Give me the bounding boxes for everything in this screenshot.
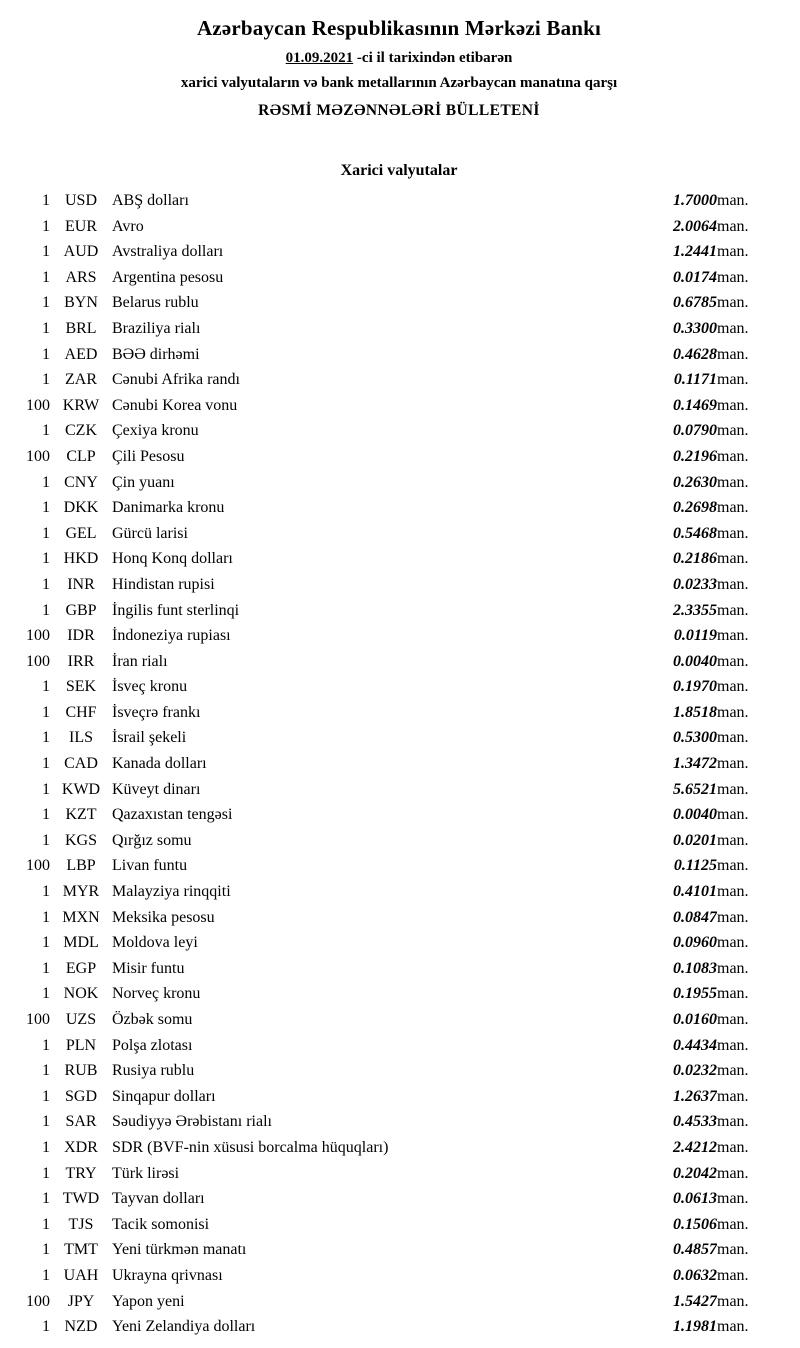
currency-name-cell: SDR (BVF-nin xüsusi borcalma hüquqları) (112, 1138, 389, 1156)
currency-code-cell: TRY (65, 1164, 97, 1182)
rate-unit-cell: man. (717, 1036, 749, 1054)
quantity-cell: 1 (42, 806, 50, 824)
currency-code-cell: BRL (65, 319, 97, 337)
currency-name-cell: Cənubi Afrika randı (112, 371, 240, 389)
rate-unit-cell: man. (717, 627, 749, 645)
currency-code-cell: ZAR (65, 371, 97, 389)
currency-code-cell: AED (64, 345, 98, 363)
quantity-cell: 1 (42, 985, 50, 1003)
currency-code-cell: RUB (64, 1062, 98, 1080)
currency-code-cell: IRR (67, 652, 95, 670)
rate-unit-cell: man. (717, 1164, 749, 1182)
quantity-cell: 1 (42, 1062, 50, 1080)
currency-name-cell: Braziliya rialı (112, 319, 201, 337)
rate-value-cell: 0.1125 (673, 857, 717, 875)
rate-unit-cell: man. (717, 601, 749, 619)
rate-value-cell: 0.5468 (673, 524, 717, 542)
currency-row (24, 1263, 774, 1289)
quantity-cell: 100 (26, 396, 50, 414)
quantity-cell: 1 (42, 908, 50, 926)
currency-row (24, 1212, 774, 1238)
quantity-cell: 1 (42, 1138, 50, 1156)
quantity-cell: 1 (42, 1241, 50, 1259)
quantity-cell: 1 (42, 959, 50, 977)
rate-unit-cell: man. (717, 499, 749, 517)
rate-unit-cell: man. (717, 857, 749, 875)
rate-unit-cell: man. (717, 729, 749, 747)
currency-row (24, 802, 774, 828)
rate-unit-cell: man. (717, 1190, 749, 1208)
quantity-cell: 1 (42, 1266, 50, 1284)
currency-row (24, 751, 774, 777)
rate-unit-cell: man. (717, 703, 749, 721)
currency-row (24, 1186, 774, 1212)
quantity-cell: 1 (42, 524, 50, 542)
currency-row (24, 316, 774, 342)
rate-value-cell: 2.4212 (673, 1138, 717, 1156)
currency-row (24, 879, 774, 905)
currency-name-cell: Rusiya rublu (112, 1062, 195, 1080)
rate-unit-cell: man. (717, 831, 749, 849)
rate-value-cell: 0.0847 (673, 908, 717, 926)
quantity-cell: 1 (42, 1318, 50, 1336)
rate-unit-cell: man. (717, 1292, 749, 1310)
bulletin-title: RƏSMİ MƏZƏNNƏLƏRİ BÜLLETENİ (258, 102, 540, 119)
currency-row (24, 1033, 774, 1059)
rate-value-cell: 1.3472 (673, 755, 717, 773)
rate-unit-cell: man. (717, 755, 749, 773)
quantity-cell: 1 (42, 831, 50, 849)
currency-row (24, 1289, 774, 1315)
quantity-cell: 1 (42, 422, 50, 440)
currency-name-cell: İndoneziya rupiası (112, 627, 231, 645)
quantity-cell: 1 (42, 883, 50, 901)
currency-code-cell: CHF (65, 703, 97, 721)
rate-value-cell: 1.5427 (673, 1292, 717, 1310)
currency-name-cell: BƏƏ dirhəmi (112, 345, 200, 363)
rate-value-cell: 0.0632 (673, 1266, 717, 1284)
currency-code-cell: TMT (64, 1241, 98, 1259)
rate-unit-cell: man. (717, 575, 749, 593)
currency-name-cell: Moldova leyi (112, 934, 198, 952)
rate-unit-cell: man. (717, 1113, 749, 1131)
currency-code-cell: CZK (65, 422, 97, 440)
rate-value-cell: 0.0960 (673, 934, 717, 952)
quantity-cell: 100 (26, 447, 50, 465)
rate-unit-cell: man. (717, 268, 749, 286)
quantity-cell: 1 (42, 319, 50, 337)
currency-name-cell: Polşa zlotası (112, 1036, 193, 1054)
currency-code-cell: IDR (67, 627, 95, 645)
currency-name-cell: Kanada dolları (112, 755, 207, 773)
currency-code-cell: TJS (68, 1215, 94, 1233)
currency-code-cell: CNY (64, 473, 98, 491)
rate-unit-cell: man. (717, 678, 749, 696)
rate-unit-cell: man. (717, 473, 749, 491)
currency-code-cell: AUD (63, 243, 99, 261)
quantity-cell: 1 (42, 575, 50, 593)
effective-date: 01.09.2021 (285, 50, 354, 66)
quantity-cell: 1 (42, 755, 50, 773)
currency-code-cell: KRW (62, 396, 100, 414)
quantity-cell: 1 (42, 1190, 50, 1208)
rate-value-cell: 0.5300 (673, 729, 717, 747)
rate-value-cell: 0.0790 (673, 422, 717, 440)
currency-code-cell: GBP (65, 601, 97, 619)
rate-value-cell: 0.1083 (673, 959, 717, 977)
quantity-cell: 1 (42, 217, 50, 235)
currency-name-cell: Qırğız somu (112, 831, 192, 849)
currency-name-cell: İsrail şekeli (112, 729, 187, 747)
currency-code-cell: ARS (65, 268, 97, 286)
rate-unit-cell: man. (717, 806, 749, 824)
currency-code-cell: UZS (65, 1011, 97, 1028)
rate-unit-cell: man. (717, 1241, 749, 1259)
currency-code-cell: LBP (66, 857, 96, 875)
rate-value-cell: 0.1171 (673, 371, 717, 389)
currency-code-cell: NZD (64, 1318, 98, 1336)
rate-value-cell: 1.2441 (673, 243, 717, 261)
rate-value-cell: 0.0119 (673, 627, 717, 645)
rate-unit-cell: man. (717, 985, 749, 1003)
currency-code-cell: PLN (65, 1036, 97, 1054)
currency-name-cell: Honq Konq dolları (112, 550, 233, 568)
currency-row (24, 981, 774, 1007)
rate-value-cell: 5.6521 (673, 780, 717, 798)
currency-code-cell: KZT (65, 806, 97, 824)
currency-name-cell: Danimarka kronu (112, 499, 225, 517)
rate-unit-cell: man. (717, 217, 749, 235)
rate-value-cell: 0.0613 (673, 1190, 717, 1208)
currency-name-cell: Argentina pesosu (112, 268, 224, 286)
currency-rates-table-body (24, 188, 774, 1340)
currency-name-cell: Tayvan dolları (112, 1190, 205, 1208)
currency-name-cell: Çili Pesosu (112, 447, 185, 465)
quantity-cell: 1 (42, 703, 50, 721)
currency-name-cell: Belarus rublu (112, 294, 199, 312)
currency-code-cell: XDR (64, 1138, 98, 1156)
currency-name-cell: Meksika pesosu (112, 908, 215, 926)
quantity-cell: 1 (42, 499, 50, 517)
currency-name-cell: Malayziya rinqqiti (112, 883, 231, 901)
rate-value-cell: 1.2637 (673, 1087, 717, 1105)
currency-rates-table (24, 188, 774, 1340)
rate-unit-cell: man. (717, 371, 749, 389)
rate-value-cell: 0.0232 (673, 1062, 717, 1080)
currency-row (24, 214, 774, 240)
currency-code-cell: SEK (65, 678, 97, 696)
quantity-cell: 100 (26, 627, 50, 645)
currency-name-cell: Küveyt dinarı (112, 780, 201, 798)
currency-name-cell: Avro (112, 217, 144, 235)
rate-value-cell: 1.8518 (673, 703, 717, 721)
currency-code-cell: BYN (64, 294, 98, 312)
currency-row (24, 623, 774, 649)
currency-code-cell: EGP (65, 959, 97, 977)
currency-row (24, 265, 774, 291)
effective-date-suffix: -ci il tarixindən etibarən (353, 50, 513, 66)
rate-value-cell: 0.4101 (673, 883, 717, 901)
rate-unit-cell: man. (717, 524, 749, 542)
currency-name-cell: İsveçrə frankı (112, 703, 201, 721)
quantity-cell: 1 (42, 1036, 50, 1054)
rate-value-cell: 0.1506 (673, 1215, 717, 1233)
currency-row (24, 905, 774, 931)
subject-line: xarici valyutaların və bank metallarının Azərbaycan manatına qarşı (180, 75, 618, 91)
rate-unit-cell: man. (717, 1011, 749, 1028)
rate-unit-cell: man. (717, 243, 749, 261)
currency-code-cell: DKK (63, 499, 99, 517)
rate-value-cell: 0.4857 (673, 1241, 717, 1259)
currency-code-cell: MXN (62, 908, 100, 926)
currency-row (24, 444, 774, 470)
rate-unit-cell: man. (717, 1318, 749, 1336)
rate-unit-cell: man. (717, 1215, 749, 1233)
rate-value-cell: 0.2186 (673, 550, 717, 568)
currency-name-cell: Sinqapur dolları (112, 1087, 216, 1105)
currency-row (24, 239, 774, 265)
rate-value-cell: 0.1955 (673, 985, 717, 1003)
quantity-cell: 1 (42, 601, 50, 619)
currency-row (24, 828, 774, 854)
currency-name-cell: Ukrayna qrivnası (112, 1266, 223, 1284)
currency-row (24, 470, 774, 496)
rate-value-cell: 0.1970 (673, 678, 717, 696)
rate-unit-cell: man. (717, 396, 749, 414)
currency-code-cell: UAH (63, 1266, 99, 1284)
currency-row (24, 342, 774, 368)
rate-unit-cell: man. (717, 1062, 749, 1080)
currency-name-cell: Hindistan rupisi (112, 575, 215, 593)
rate-unit-cell: man. (717, 908, 749, 926)
currency-row (24, 1161, 774, 1187)
rate-unit-cell: man. (717, 652, 749, 670)
rate-unit-cell: man. (717, 1138, 749, 1156)
currency-code-cell: HKD (63, 550, 99, 568)
quantity-cell: 1 (42, 780, 50, 798)
rate-unit-cell: man. (717, 1266, 749, 1284)
rate-value-cell: 1.1981 (673, 1318, 717, 1336)
rate-unit-cell: man. (717, 294, 749, 312)
currency-row (24, 777, 774, 803)
quantity-cell: 1 (42, 1113, 50, 1131)
quantity-cell: 100 (26, 652, 50, 670)
currency-row (24, 956, 774, 982)
rate-unit-cell: man. (717, 934, 749, 952)
rate-value-cell: 0.0040 (673, 652, 717, 670)
currency-code-cell: EUR (65, 217, 97, 235)
rate-value-cell: 0.6785 (673, 294, 717, 312)
quantity-cell: 1 (42, 371, 50, 389)
currency-row (24, 495, 774, 521)
quantity-cell: 1 (42, 243, 50, 261)
rate-value-cell: 2.3355 (673, 601, 717, 619)
rate-unit-cell: man. (717, 345, 749, 363)
rate-value-cell: 1.7000 (673, 192, 717, 209)
rate-value-cell: 0.0233 (673, 575, 717, 593)
currency-code-cell: ILS (69, 729, 93, 747)
rate-value-cell: 2.0064 (673, 217, 717, 235)
currency-row (24, 572, 774, 598)
quantity-cell: 1 (42, 934, 50, 952)
rate-value-cell: 0.0160 (673, 1011, 717, 1028)
rate-value-cell: 0.2698 (673, 499, 717, 517)
quantity-cell: 100 (26, 857, 50, 875)
currency-name-cell: ABŞ dolları (112, 192, 189, 209)
currency-row (24, 367, 774, 393)
rate-value-cell: 0.4628 (673, 345, 717, 363)
currency-code-cell: KWD (61, 780, 101, 798)
quantity-cell: 1 (42, 678, 50, 696)
currency-name-cell: Çexiya kronu (112, 422, 199, 440)
rate-unit-cell: man. (717, 550, 749, 568)
currency-name-cell: Misir funtu (112, 959, 185, 977)
currency-code-cell: KGS (64, 831, 97, 849)
effective-date-line (24, 48, 774, 69)
currency-name-cell: Yeni Zelandiya dolları (112, 1318, 256, 1336)
currency-row (24, 700, 774, 726)
rate-value-cell: 0.3300 (673, 319, 717, 337)
currency-code-cell: JPY (67, 1292, 95, 1310)
currency-row (24, 598, 774, 624)
rate-value-cell: 0.2630 (673, 473, 717, 491)
currency-code-cell: INR (67, 575, 95, 593)
currency-row (24, 393, 774, 419)
currency-row (24, 1058, 774, 1084)
currency-name-cell: Tacik somonisi (112, 1215, 210, 1233)
currency-code-cell: MDL (63, 934, 99, 952)
currency-code-cell: SAR (65, 1113, 97, 1131)
currency-code-cell: SGD (64, 1087, 97, 1105)
rate-unit-cell: man. (717, 192, 749, 209)
currency-row (24, 1135, 774, 1161)
currency-name-cell: Yapon yeni (112, 1292, 185, 1310)
currency-name-cell: Avstraliya dolları (112, 243, 224, 261)
quantity-cell: 100 (26, 1292, 50, 1310)
currency-name-cell: Çin yuanı (112, 473, 175, 491)
quantity-cell: 1 (42, 1215, 50, 1233)
rate-unit-cell: man. (717, 883, 749, 901)
rate-unit-cell: man. (717, 780, 749, 798)
quantity-cell: 1 (42, 268, 50, 286)
rate-value-cell: 0.4533 (673, 1113, 717, 1131)
rate-value-cell: 0.0040 (673, 806, 717, 824)
currency-code-cell: CAD (64, 755, 98, 773)
quantity-cell: 1 (42, 1164, 50, 1182)
currency-code-cell: NOK (63, 985, 99, 1003)
rate-value-cell: 0.2196 (673, 447, 717, 465)
currency-row (24, 1109, 774, 1135)
currency-row (24, 418, 774, 444)
quantity-cell: 1 (42, 1087, 50, 1105)
quantity-cell: 1 (42, 294, 50, 312)
currency-name-cell: İngilis funt sterlinqi (112, 601, 240, 619)
currency-row (24, 290, 774, 316)
rate-value-cell: 0.2042 (673, 1164, 717, 1182)
currency-name-cell: Türk lirəsi (112, 1164, 180, 1182)
quantity-cell: 1 (42, 729, 50, 747)
currency-name-cell: İsveç kronu (112, 678, 188, 696)
currency-row (24, 1237, 774, 1263)
currency-row (24, 188, 774, 214)
currency-name-cell: Yeni türkmən manatı (112, 1241, 247, 1259)
currency-name-cell: Səudiyyə Ərəbistanı rialı (112, 1113, 272, 1131)
currency-row (24, 546, 774, 572)
currency-row (24, 521, 774, 547)
rate-unit-cell: man. (717, 422, 749, 440)
rate-unit-cell: man. (717, 959, 749, 977)
currency-row (24, 649, 774, 675)
currency-code-cell: MYR (62, 883, 100, 901)
quantity-cell: 1 (42, 473, 50, 491)
bank-title: Azərbaycan Respublikasının Mərkəzi Bankı (196, 16, 602, 40)
currency-name-cell: Norveç kronu (112, 985, 201, 1003)
rate-value-cell: 0.0174 (673, 268, 717, 286)
currency-row (24, 1314, 774, 1340)
currency-name-cell: Cənubi Korea vonu (112, 396, 238, 414)
rate-unit-cell: man. (717, 447, 749, 465)
currency-name-cell: Gürcü larisi (112, 524, 188, 542)
rate-value-cell: 0.0201 (673, 831, 717, 849)
rate-value-cell: 0.1469 (673, 396, 717, 414)
currency-row (24, 1084, 774, 1110)
currency-row (24, 725, 774, 751)
currency-row (24, 674, 774, 700)
currency-name-cell: Özbək somu (112, 1011, 193, 1028)
currency-row (24, 1007, 774, 1033)
rate-value-cell: 0.4434 (673, 1036, 717, 1054)
currency-name-cell: Livan funtu (112, 857, 188, 875)
section-title-foreign-currencies: Xarici valyutalar (340, 162, 458, 179)
quantity-cell: 100 (26, 1011, 50, 1028)
currency-name-cell: Qazaxıstan tengəsi (112, 806, 233, 824)
currency-row (24, 853, 774, 879)
currency-name-cell: İran rialı (112, 652, 168, 670)
currency-row (24, 930, 774, 956)
currency-code-cell: USD (64, 192, 97, 209)
currency-code-cell: TWD (62, 1190, 100, 1208)
currency-code-cell: GEL (65, 524, 97, 542)
rate-unit-cell: man. (717, 1087, 749, 1105)
rate-unit-cell: man. (717, 319, 749, 337)
currency-code-cell: CLP (66, 447, 96, 465)
quantity-cell: 1 (42, 345, 50, 363)
quantity-cell: 1 (42, 550, 50, 568)
quantity-cell: 1 (42, 192, 50, 209)
